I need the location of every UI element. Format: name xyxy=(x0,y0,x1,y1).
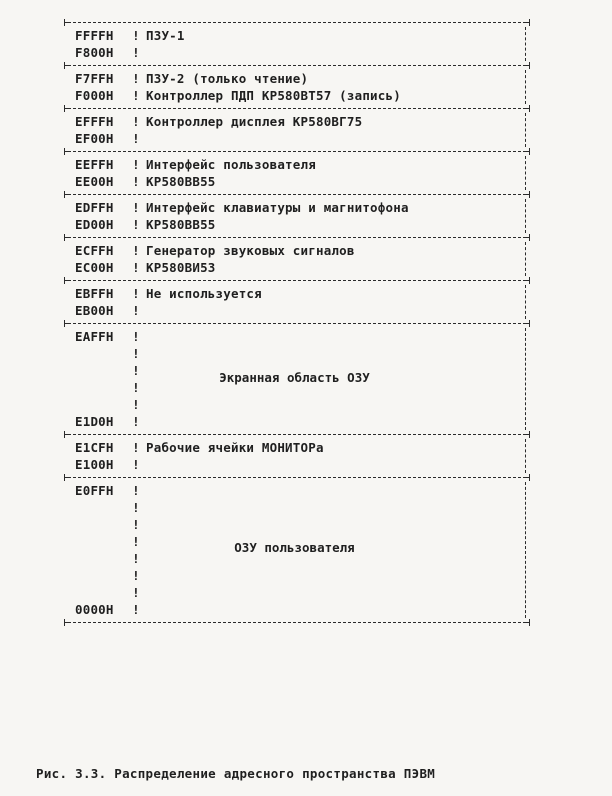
memory-region xyxy=(64,156,526,190)
column-separator: ! xyxy=(132,114,140,129)
memory-region xyxy=(64,285,526,319)
column-separator: ! xyxy=(132,457,140,472)
column-separator: ! xyxy=(132,440,140,455)
user-ram-region xyxy=(64,482,526,618)
column-separator: ! xyxy=(132,585,140,600)
region-low-address: E1D0H xyxy=(75,414,114,429)
separator-line xyxy=(64,190,530,199)
screen-ram-region xyxy=(64,328,526,430)
region-description: Интерфейс клавиатуры и магнитофона xyxy=(146,200,409,215)
region-high-address: EBFFH xyxy=(75,286,114,301)
region-high-address: E0FFH xyxy=(75,483,114,498)
separator-line xyxy=(64,147,530,156)
user-ram-label: ОЗУ пользователя xyxy=(234,540,355,555)
region-description: Интерфейс пользователя xyxy=(146,157,316,172)
region-high-address: ECFFH xyxy=(75,243,114,258)
region-high-address: E1CFH xyxy=(75,440,114,455)
column-separator: ! xyxy=(132,483,140,498)
region-high-address: FFFFH xyxy=(75,28,114,43)
column-separator: ! xyxy=(132,157,140,172)
region-high-address: F7FFH xyxy=(75,71,114,86)
separator-line xyxy=(64,104,530,113)
separator-line xyxy=(64,618,530,627)
column-separator: ! xyxy=(132,517,140,532)
column-separator: ! xyxy=(132,200,140,215)
column-separator: ! xyxy=(132,380,140,395)
region-low-address: 0000H xyxy=(75,602,114,617)
column-separator: ! xyxy=(132,500,140,515)
region-low-address: EF00H xyxy=(75,131,114,146)
region-high-address: EFFFH xyxy=(75,114,114,129)
region-high-address: EDFFH xyxy=(75,200,114,215)
column-separator: ! xyxy=(132,28,140,43)
column-separator: ! xyxy=(132,534,140,549)
separator-line xyxy=(64,61,530,70)
region-high-address: EAFFH xyxy=(75,329,114,344)
memory-region xyxy=(64,199,526,233)
column-separator: ! xyxy=(132,397,140,412)
memory-region xyxy=(64,242,526,276)
column-separator: ! xyxy=(132,45,140,60)
column-separator: ! xyxy=(132,174,140,189)
column-separator: ! xyxy=(132,602,140,617)
region-high-address: EEFFH xyxy=(75,157,114,172)
column-separator: ! xyxy=(132,551,140,566)
column-separator: ! xyxy=(132,88,140,103)
column-separator: ! xyxy=(132,414,140,429)
memory-region xyxy=(64,70,526,104)
column-separator: ! xyxy=(132,260,140,275)
memory-region xyxy=(64,113,526,147)
memory-region xyxy=(64,27,526,61)
region-low-address: EE00H xyxy=(75,174,114,189)
column-separator: ! xyxy=(132,286,140,301)
figure-caption: Рис. 3.3. Распределение адресного пространства ПЭВМ xyxy=(36,766,436,781)
column-separator: ! xyxy=(132,243,140,258)
monitor-region xyxy=(64,439,526,473)
memory-map xyxy=(64,18,530,627)
region-description: КР580ВИ53 xyxy=(146,260,216,275)
region-low-address: F800H xyxy=(75,45,114,60)
separator-line xyxy=(64,473,530,482)
region-description: Генератор звуковых сигналов xyxy=(146,243,355,258)
column-separator: ! xyxy=(132,131,140,146)
region-description: ПЗУ-1 xyxy=(146,28,185,43)
region-low-address: EB00H xyxy=(75,303,114,318)
region-description: Контроллер дисплея КР580ВГ75 xyxy=(146,114,363,129)
column-separator: ! xyxy=(132,303,140,318)
region-description: КР580ВВ55 xyxy=(146,174,216,189)
region-description: Рабочие ячейки МОНИТОРа xyxy=(146,440,324,455)
region-low-address: ED00H xyxy=(75,217,114,232)
separator-line xyxy=(64,18,530,27)
column-separator: ! xyxy=(132,329,140,344)
separator-line xyxy=(64,430,530,439)
region-description: Контроллер ПДП КР580ВТ57 (запись) xyxy=(146,88,401,103)
column-separator: ! xyxy=(132,568,140,583)
column-separator: ! xyxy=(132,71,140,86)
region-description: КР580ВВ55 xyxy=(146,217,216,232)
region-low-address: F000H xyxy=(75,88,114,103)
region-description: Не используется xyxy=(146,286,262,301)
column-separator: ! xyxy=(132,346,140,361)
separator-line xyxy=(64,276,530,285)
column-separator: ! xyxy=(132,217,140,232)
region-description: ПЗУ-2 (только чтение) xyxy=(146,71,309,86)
region-low-address: EC00H xyxy=(75,260,114,275)
separator-line xyxy=(64,319,530,328)
separator-line xyxy=(64,233,530,242)
column-separator: ! xyxy=(132,363,140,378)
region-low-address: E100H xyxy=(75,457,114,472)
screen-ram-label: Экранная область ОЗУ xyxy=(219,370,370,385)
